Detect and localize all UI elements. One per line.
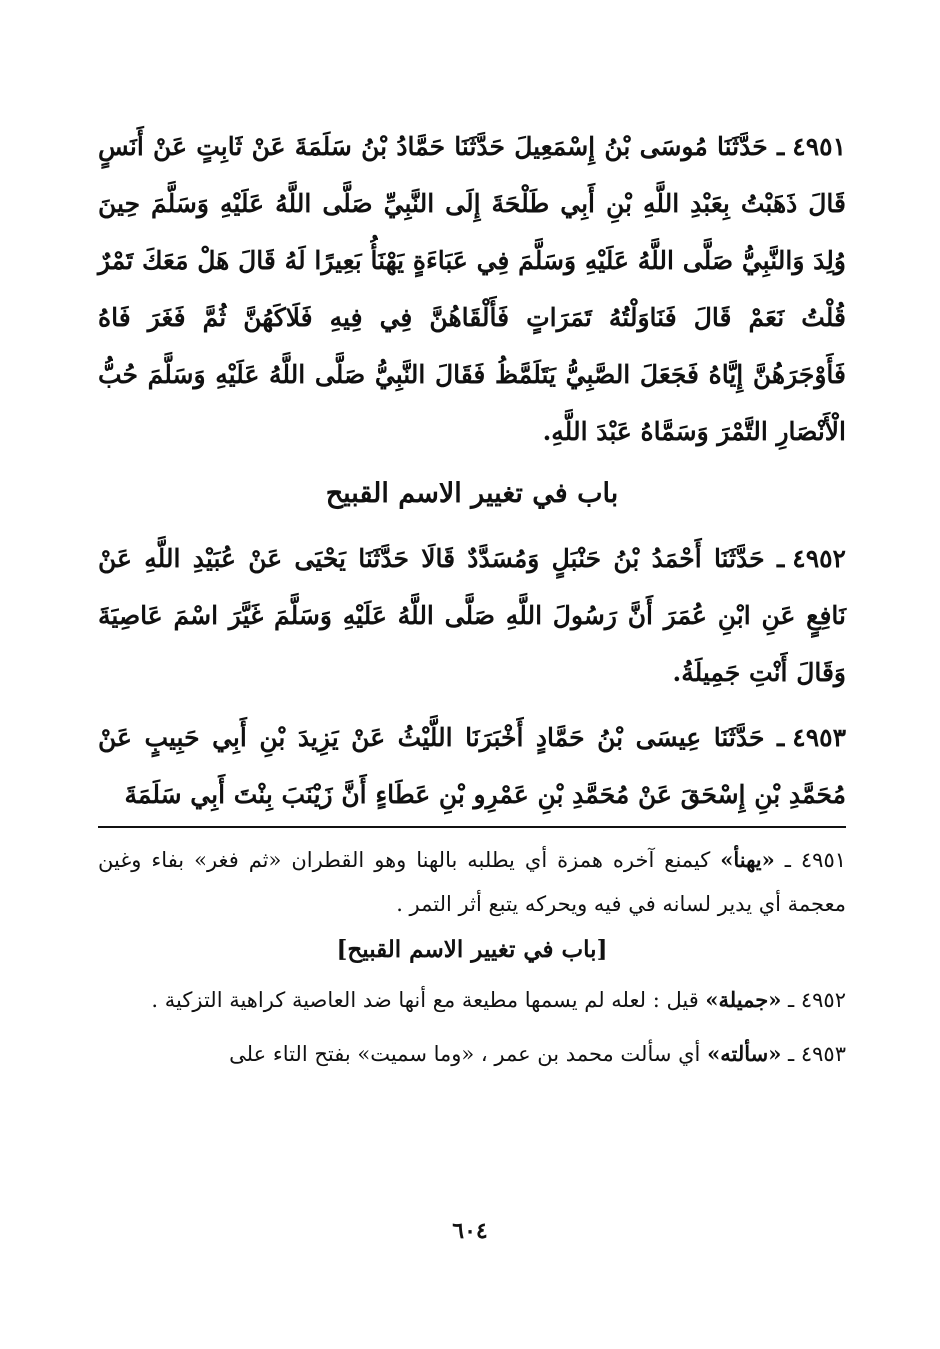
footnote-keyword: «جميلة»	[705, 987, 782, 1012]
footnote-text: قيل : لعله لم يسمها مطيعة مع أنها ضد العاصية كراهية التزكية .	[151, 988, 699, 1012]
page-number: ٦٠٤	[452, 1218, 488, 1244]
hadith-number: ٤٩٥٢	[792, 544, 846, 573]
footnote-keyword: «سألته»	[707, 1041, 782, 1066]
hadith-4952	[98, 530, 846, 701]
footnote-dash: ـ	[788, 988, 795, 1012]
hadith-4953	[98, 709, 846, 823]
main-text	[98, 118, 846, 823]
hadith-number: ٤٩٥٣	[792, 723, 846, 752]
hadith-text: حَدَّثَنَا مُوسَى بْنُ إِسْمَعِيلَ حَدَّثَنَا حَمَّادُ بْنُ سَلَمَةَ عَنْ ثَابِتٍ عَنْ أَنَسٍ قَالَ ذَهَبْتُ بِعَبْدِ اللَّهِ بْنِ أَبِي طَلْحَةَ إِلَى النَّبِيِّ صَلَّى اللَّهُ عَلَيْهِ وَسَلَّمَ حِينَ وُلِدَ وَالنَّبِيُّ صَلَّى اللَّهُ عَلَيْهِ وَسَلَّمَ فِي عَبَاءَةٍ يَهْنَأُ بَعِيرًا لَهُ قَالَ هَلْ مَعَكَ تَمْرٌ قُلْتُ نَعَمْ قَالَ فَنَاوَلْتُهُ تَمَرَاتٍ فَأَلْقَاهُنَّ فِي فِيهِ فَلَاكَهُنَّ ثُمَّ فَغَرَ فَاهُ فَأَوْجَرَهُنَّ إِيَّاهُ فَجَعَلَ الصَّبِيُّ يَتَلَمَّظُ فَقَالَ النَّبِيُّ صَلَّى اللَّهُ عَلَيْهِ وَسَلَّمَ حُبُّ الْأَنْصَارِ التَّمْرَ وَسَمَّاهُ عَبْدَ اللَّهِ.	[98, 132, 846, 446]
hadith-4951	[98, 118, 846, 460]
footnote-4952	[98, 978, 846, 1022]
footnote-dash: ـ	[784, 848, 791, 872]
hadith-dash: ـ	[776, 723, 785, 752]
chapter-title: باب في تغيير الاسم القبيح	[325, 478, 619, 509]
footnote-number: ٤٩٥٣	[800, 1042, 846, 1066]
footnote-number: ٤٩٥٢	[800, 988, 846, 1012]
hadith-dash: ـ	[776, 132, 785, 161]
footnote-text: أي سألت محمد بن عمر ، «وما سميت» بفتح التاء على	[229, 1042, 701, 1066]
footnotes	[98, 838, 846, 1076]
footnote-chapter-title: [باب في تغيير الاسم القبيح]	[336, 936, 608, 963]
hadith-text: حَدَّثَنَا أَحْمَدُ بْنُ حَنْبَلٍ وَمُسَدَّدٌ قَالَا حَدَّثَنَا يَحْيَى عَنْ عُبَيْدِ اللَّهِ عَنْ نَافِعٍ عَنِ ابْنِ عُمَرَ أَنَّ رَسُولَ اللَّهِ صَلَّى اللَّهُ عَلَيْهِ وَسَلَّمَ غَيَّرَ اسْمَ عَاصِيَةَ وَقَالَ أَنْتِ جَمِيلَةُ.	[98, 544, 846, 687]
footnote-4953	[98, 1032, 846, 1076]
footnote-keyword: «يهنأ»	[720, 847, 775, 872]
hadith-text: حَدَّثَنَا عِيسَى بْنُ حَمَّادٍ أَخْبَرَنَا اللَّيْثُ عَنْ يَزِيدَ بْنِ أَبِي حَبِيبٍ عَنْ مُحَمَّدِ بْنِ إِسْحَقَ عَنْ مُحَمَّدِ بْنِ عَمْرِو بْنِ عَطَاءٍ أَنَّ زَيْنَبَ بِنْتَ أَبِي سَلَمَةَ	[98, 723, 846, 809]
footnote-number: ٤٩٥١	[800, 848, 847, 872]
hadith-dash: ـ	[776, 544, 785, 573]
footnote-text: كيمنع آخره همزة أي يطلبه بالهنا وهو القطران «ثم فغر» بفاء وغين معجمة أي يدير لسانه في فيه ويحركه يتبع أثر التمر .	[98, 848, 846, 916]
footnote-divider	[98, 826, 846, 828]
footnote-dash: ـ	[788, 1042, 795, 1066]
hadith-number: ٤٩٥١	[792, 132, 846, 161]
footnote-4951	[98, 838, 846, 926]
